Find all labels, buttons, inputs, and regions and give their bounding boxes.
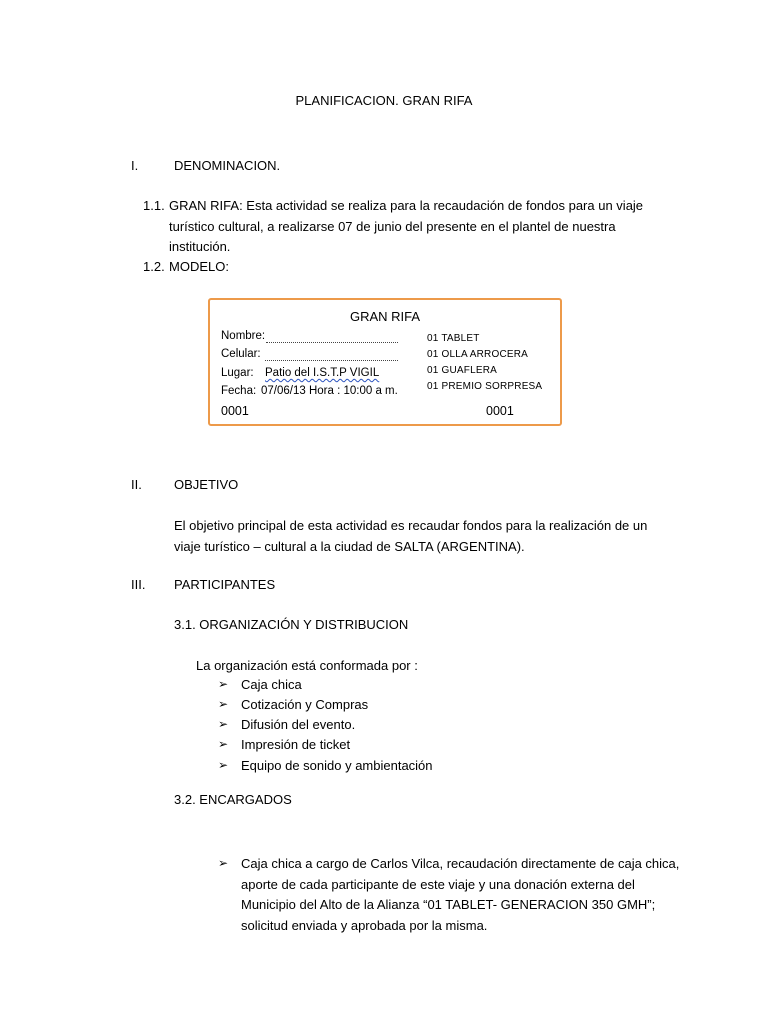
ticket-lugar-value: Patio del I.S.T.P VIGIL [265, 367, 380, 379]
arrow-bullet-icon: ➢ [218, 697, 229, 711]
organization-item: Caja chica [241, 677, 302, 692]
ticket-nombre-label: Nombre: [221, 330, 266, 342]
organization-item: Equipo de sonido y ambientación [241, 758, 433, 773]
organization-intro: La organización está conformada por : [196, 658, 418, 673]
ticket-prize: 01 GUAFLERA [427, 365, 498, 376]
ticket-prize: 01 OLLA ARROCERA [427, 349, 529, 360]
encargado-line: Municipio del Alto de la Alianza “01 TABLET- GENERACION 350 GMH”; [241, 897, 656, 912]
section-2-numeral: II. [131, 477, 142, 492]
ticket-serial-right: 0001 [486, 404, 514, 418]
arrow-bullet-icon: ➢ [218, 737, 229, 751]
organization-item: Impresión de ticket [241, 737, 351, 752]
section-3-heading: PARTICIPANTES [174, 577, 276, 592]
item-1-1-line: GRAN RIFA: Esta actividad se realiza para la recaudación de fondos para un viaje [169, 198, 644, 213]
ticket-lugar-label: Lugar: [221, 367, 254, 379]
subsection-3-1-heading: 3.1. ORGANIZACIÓN Y DISTRIBUCION [174, 617, 409, 632]
page-title: PLANIFICACION. GRAN RIFA [295, 93, 473, 108]
ticket-nombre-line [266, 342, 398, 343]
ticket-title: GRAN RIFA [349, 309, 421, 324]
ticket-celular-line [265, 360, 398, 361]
section-1-numeral: I. [131, 158, 139, 173]
encargado-line: solicitud enviada y aprobada por la misma. [241, 917, 488, 933]
ticket-prize: 01 PREMIO SORPRESA [427, 381, 543, 392]
arrow-bullet-icon: ➢ [218, 758, 229, 772]
encargado-text [241, 854, 679, 936]
objective-line: viaje turístico – cultural a la ciudad de SALTA (ARGENTINA). [174, 538, 525, 554]
item-1-1-number: 1.1. [143, 198, 165, 213]
encargado-line: aporte de cada participante de este viaje y una donación externa del [241, 876, 635, 892]
ticket-fecha-label: Fecha: [221, 385, 257, 397]
encargado-line: Caja chica a cargo de Carlos Vilca, recaudación directamente de caja chica, [241, 856, 680, 871]
organization-item: Difusión del evento. [241, 717, 356, 732]
item-1-1-text [169, 196, 643, 258]
ticket-fecha-value: 07/06/13 Hora : 10:00 a m. [261, 385, 398, 397]
objective-text [174, 516, 647, 557]
section-1-heading: DENOMINACION. [174, 158, 281, 173]
ticket-serial-left: 0001 [221, 404, 249, 418]
item-1-1-line: turístico cultural, a realizarse 07 de junio del presente en el plantel de nuestra [169, 218, 616, 234]
section-2-heading: OBJETIVO [174, 477, 239, 492]
raffle-ticket [208, 298, 562, 426]
subsection-3-2-heading: 3.2. ENCARGADOS [174, 792, 292, 807]
arrow-bullet-icon: ➢ [218, 717, 229, 731]
arrow-bullet-icon: ➢ [218, 856, 229, 870]
item-1-1-line: institución. [169, 239, 231, 254]
item-1-2-text: MODELO: [169, 259, 229, 274]
ticket-celular-label: Celular: [221, 348, 261, 360]
ticket-prize: 01 TABLET [427, 333, 480, 344]
item-1-2-number: 1.2. [143, 259, 165, 274]
organization-item: Cotización y Compras [241, 697, 369, 712]
section-3-numeral: III. [131, 577, 146, 592]
arrow-bullet-icon: ➢ [218, 677, 229, 691]
objective-line: El objetivo principal de esta actividad es recaudar fondos para la realización de un [174, 518, 648, 533]
